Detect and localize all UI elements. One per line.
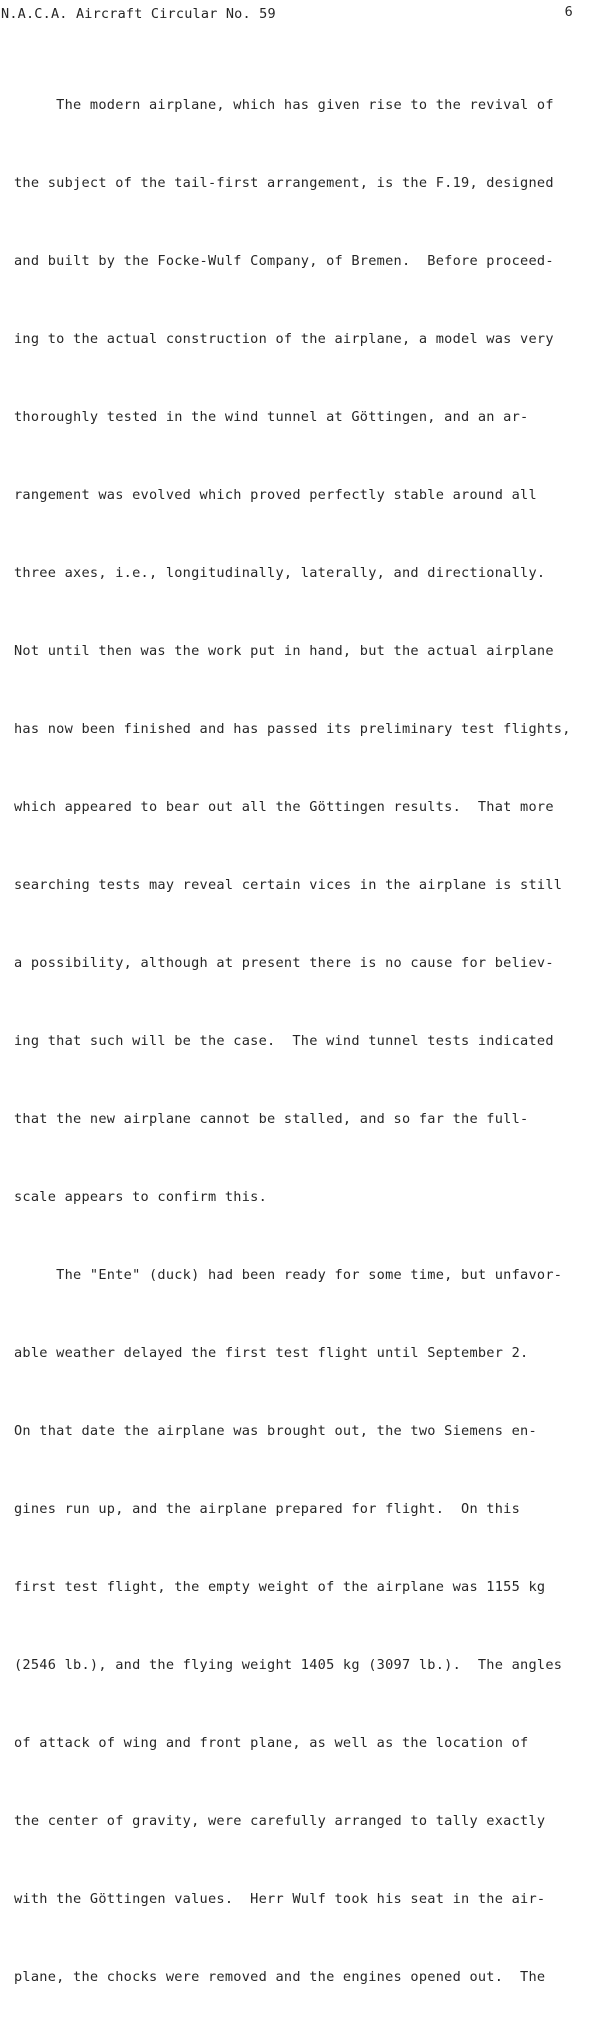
text-line: The modern airplane, which has given rise to the revival of (14, 97, 554, 113)
text-line: scale appears to confirm this. (14, 1189, 268, 1205)
page-number: 6 (564, 4, 573, 20)
page-header (0, 2, 604, 24)
text-line: thoroughly tested in the wind tunnel at Göttingen, and an ar- (14, 409, 529, 425)
text-line: which appeared to bear out all the Göttingen results. That more (14, 799, 554, 815)
text-line: searching tests may reveal certain vices in the airplane is still (14, 877, 563, 893)
text-line: that the new airplane cannot be stalled, and so far the full- (14, 1111, 529, 1127)
text-line: On that date the airplane was brought out, the two Siemens en- (14, 1423, 537, 1439)
text-line: three axes, i.e., longitudinally, laterally, and directionally. (14, 565, 546, 581)
text-line: Not until then was the work put in hand, but the actual airplane (14, 643, 554, 659)
text-line: ing to the actual construction of the airplane, a model was very (14, 331, 554, 347)
text-line: first test flight, the empty weight of the airplane was 1155 kg (14, 1579, 546, 1595)
text-line: The "Ente" (duck) had been ready for some time, but unfavor- (14, 1267, 563, 1283)
text-line: has now been finished and has passed its preliminary test flights, (14, 721, 571, 737)
text-line: the subject of the tail-first arrangement, is the F.19, designed (14, 175, 554, 191)
body-text (14, 40, 599, 2042)
text-line: gines run up, and the airplane prepared for flight. On this (14, 1501, 521, 1517)
text-line: of attack of wing and front plane, as well as the location of (14, 1735, 529, 1751)
text-line: the center of gravity, were carefully arranged to tally exactly (14, 1813, 546, 1829)
text-line: plane, the chocks were removed and the engines opened out. The (14, 1969, 546, 1985)
circular-title: N.A.C.A. Aircraft Circular No. 59 (1, 6, 276, 22)
text-line: with the Göttingen values. Herr Wulf took his seat in the air- (14, 1891, 546, 1907)
text-line: able weather delayed the first test flight until September 2. (14, 1345, 529, 1361)
text-line: a possibility, although at present there is no cause for believ- (14, 955, 554, 971)
text-line: (2546 lb.), and the flying weight 1405 kg (3097 lb.). The angles (14, 1657, 563, 1673)
text-line: rangement was evolved which proved perfectly stable around all (14, 487, 537, 503)
text-line: ing that such will be the case. The wind tunnel tests indicated (14, 1033, 554, 1049)
text-line: and built by the Focke-Wulf Company, of Bremen. Before proceed- (14, 253, 554, 269)
